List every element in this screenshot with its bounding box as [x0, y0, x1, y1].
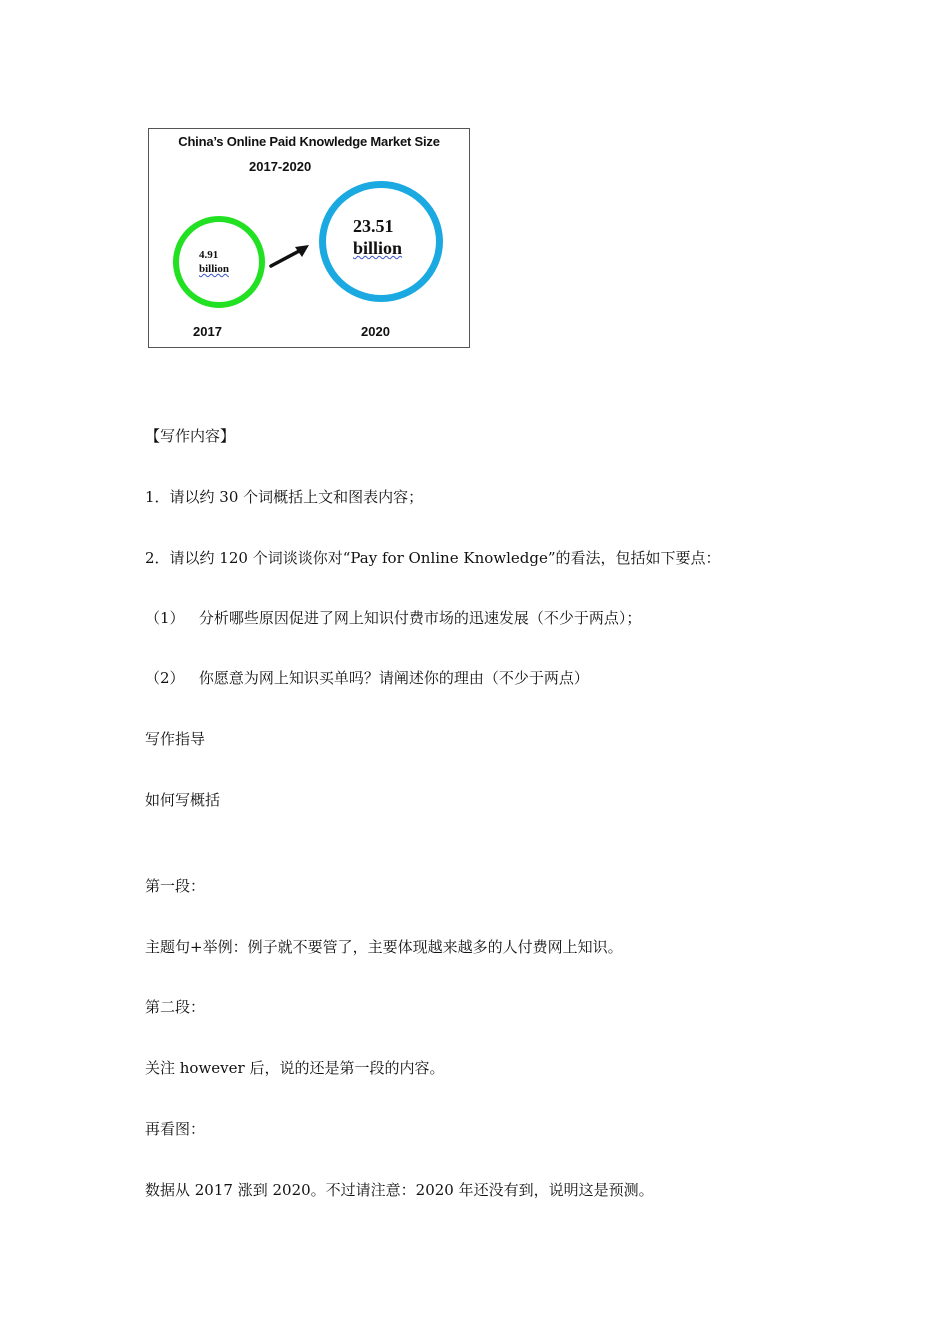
paragraph-1-label: 第一段： — [145, 877, 206, 895]
year-label-2017: 2017 — [193, 324, 222, 339]
value-2017-unit: billion — [199, 263, 229, 275]
section-heading: 【写作内容】 — [145, 427, 236, 445]
figure-subtitle: 2017-2020 — [249, 159, 312, 174]
task-subitem-2: （2） 你愿意为网上知识买单吗？请阐述你的理由（不少于两点） — [145, 669, 589, 687]
value-2020-number: 23.51 — [353, 216, 394, 236]
data-note: 数据从 2017 涨到 2020。不过请注意：2020 年还没有到，说明这是预测。 — [145, 1181, 654, 1199]
value-2017-number: 4.91 — [199, 249, 219, 261]
paragraph-2-text: 关注 however 后，说的还是第一段的内容。 — [145, 1059, 445, 1077]
growth-arrow-icon — [267, 241, 313, 271]
paragraph-2-label: 第二段： — [145, 998, 206, 1016]
look-chart-label: 再看图： — [145, 1120, 206, 1138]
value-2017 — [199, 248, 229, 276]
paragraph-1-text: 主题句+举例：例子就不要管了，主要体现越来越多的人付费网上知识。 — [145, 938, 623, 956]
task-item-1: 1．请以约 30 个词概括上文和图表内容； — [145, 488, 424, 506]
guide-heading: 写作指导 — [145, 730, 206, 748]
task-item-2: 2．请以约 120 个词谈谈你对“Pay for Online Knowledge”的看法，包括如下要点： — [145, 549, 721, 567]
howto-heading: 如何写概括 — [145, 791, 221, 809]
value-2020 — [353, 215, 402, 259]
task-subitem-1: （1） 分析哪些原因促进了网上知识付费市场的迅速发展（不少于两点）； — [145, 609, 642, 627]
figure-title: China’s Online Paid Knowledge Market Size — [178, 134, 440, 149]
year-label-2020: 2020 — [361, 324, 390, 339]
market-size-figure — [148, 128, 470, 348]
value-2020-unit: billion — [353, 238, 403, 258]
